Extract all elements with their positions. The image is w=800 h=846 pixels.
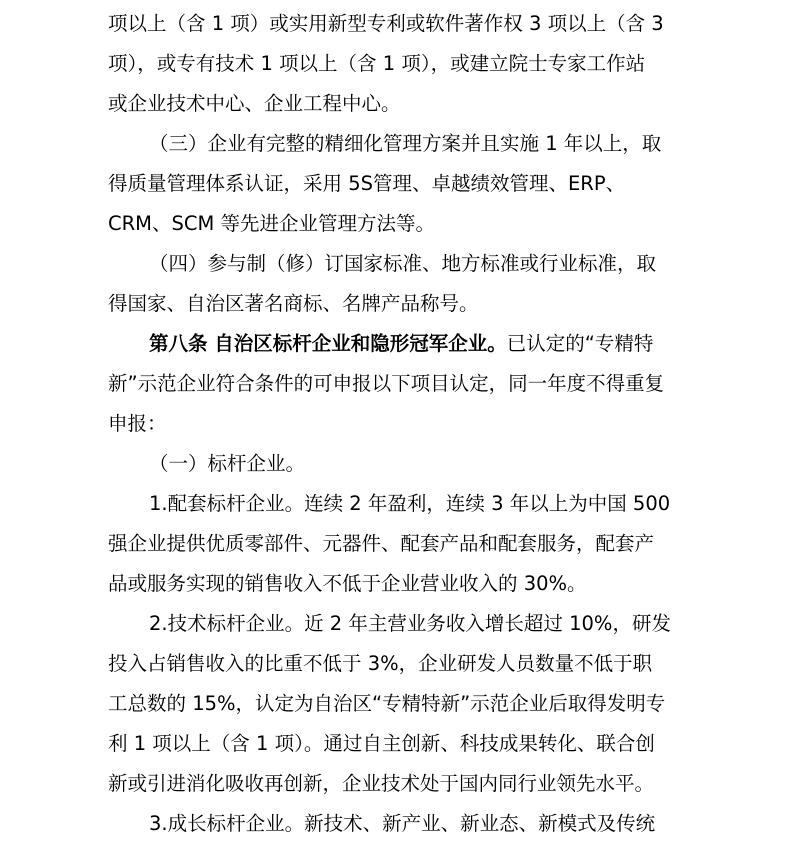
text-line-19: 利 1 项以上（含 1 项）。通过自主创新、科技成果转化、联合创 bbox=[108, 732, 655, 755]
text-line-11: 申报： bbox=[108, 412, 167, 435]
text-line-8: 得国家、自治区著名商标、名牌产品称号。 bbox=[108, 292, 479, 315]
text-line-20: 新或引进消化吸收再创新，企业技术处于国内同行业领先水平。 bbox=[108, 772, 655, 795]
article-heading-line bbox=[149, 324, 749, 364]
text-line-4: （三）企业有完整的精细化管理方案并且实施 1 年以上，取 bbox=[149, 132, 662, 155]
text-line-1: 项以上（含 1 项）或实用新型专利或软件著作权 3 项以上（含 3 bbox=[108, 12, 664, 35]
text-line-14: 强企业提供优质零部件、元器件、配套产品和配套服务，配套产 bbox=[108, 532, 655, 555]
article-heading: 第八条 自治区标杆企业和隐形冠军企业。 bbox=[149, 332, 507, 355]
text-line-16: 2.技术标杆企业。近 2 年主营业务收入增长超过 10%，研发 bbox=[149, 612, 671, 635]
text-line-17: 投入占销售收入的比重不低于 3%，企业研发人员数量不低于职 bbox=[108, 652, 653, 675]
text-line-6: CRM、SCM 等先进企业管理方法等。 bbox=[108, 212, 436, 235]
article-text-start: 已认定的“专精特 bbox=[506, 332, 654, 355]
text-line-7: （四）参与制（修）订国家标准、地方标准或行业标准，取 bbox=[149, 252, 657, 275]
text-line-10: 新”示范企业符合条件的可申报以下项目认定，同一年度不得重复 bbox=[108, 372, 665, 395]
text-line-21: 3.成长标杆企业。新技术、新产业、新业态、新模式及传统 bbox=[149, 812, 656, 835]
text-line-15: 品或服务实现的销售收入不低于企业营业收入的 30%。 bbox=[108, 572, 587, 595]
text-line-5: 得质量管理体系认证，采用 5S管理、卓越绩效管理、ERP、 bbox=[108, 172, 626, 195]
text-line-13: 1.配套标杆企业。连续 2 年盈利，连续 3 年以上为中国 500 bbox=[149, 492, 671, 515]
text-line-18: 工总数的 15%，认定为自治区“专精特新”示范企业后取得发明专 bbox=[108, 692, 666, 715]
text-line-2: 项），或专有技术 1 项以上（含 1 项），或建立院士专家工作站 bbox=[108, 52, 646, 75]
subheading-benchmark: （一）标杆企业。 bbox=[149, 452, 306, 475]
text-line-3: 或企业技术中心、企业工程中心。 bbox=[108, 92, 401, 115]
